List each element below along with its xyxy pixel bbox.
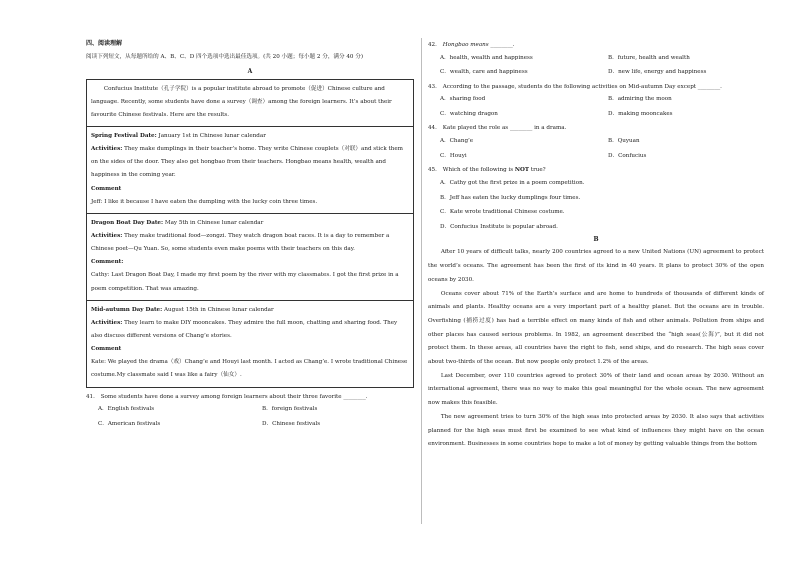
question-text-post: true? — [529, 167, 546, 174]
question-42 — [428, 40, 764, 80]
activities-text: They make dumplings in their teacher’s home. They write Chinese couplets（对联）and stick them on the sides of the door. They also get hongbao from their teachers. Hongbao means health, wealth and happiness in the coming year. — [91, 146, 403, 179]
question-stem — [428, 40, 764, 51]
option-b[interactable]: B．future, health and wealth — [608, 54, 690, 61]
passage-a-intro: Confucius Institute（孔子学院）is a popular institute abroad to promote（促进）Chinese culture and language. Recently, some students have done a survey（调查）among the foreign learners. It’s about their favourite Chinese festivals. Here are the results. — [91, 85, 392, 118]
comment-text: Cathy: Last Dragon Boat Day, I made my first poem by the river with my classmates. I got the first prize in a poem competition. That was amazing. — [91, 272, 399, 292]
option-a[interactable]: A．health, wealth and happiness — [440, 54, 533, 61]
festival-date-value: January 1st in Chinese lunar calendar — [156, 133, 266, 140]
option-c[interactable]: C．watching dragon — [440, 110, 498, 117]
option-d[interactable]: D．Confucius — [608, 152, 647, 159]
passage-b-body — [428, 246, 764, 452]
passage-a-intro-cell — [87, 80, 413, 127]
question-number: 44． — [428, 125, 441, 132]
option-b[interactable]: B．Jeff has eaten the lucky dumplings four times. — [440, 194, 581, 201]
option-b[interactable]: B．Quyuan — [608, 138, 640, 144]
festival-activities — [91, 230, 409, 256]
festival-date-line — [91, 130, 409, 143]
option-d[interactable]: D．Confucius Institute is popular abroad. — [440, 224, 558, 231]
column-divider — [421, 38, 422, 524]
question-44 — [428, 123, 764, 163]
option-d[interactable]: D．making mooncakes — [608, 110, 673, 117]
question-number: 41． — [86, 393, 99, 400]
question-options — [86, 402, 414, 431]
comment-label: Comment — [91, 185, 122, 192]
question-text: Some students have done a survey among foreign learners about their three favorite ________. — [100, 393, 368, 400]
passage-b-letter: B — [593, 235, 599, 243]
question-text: According to the passage, students do the following activities on Mid-autumn Day except ________. — [442, 83, 722, 90]
comment-label: Comment — [91, 346, 122, 353]
option-b[interactable]: B．foreign festivals — [262, 406, 318, 413]
festival-date-line — [91, 217, 409, 230]
activities-text: They make traditional food—zongzi. They watch dragon boat races. It is a day to remember a Chinese poet—Qu Yuan. So, some students even make poems with their teachers on this day. — [91, 233, 390, 253]
question-stem — [428, 82, 764, 93]
festival-date-label: Mid-autumn Day Date: — [91, 306, 163, 313]
festival-date-value: May 5th in Chinese lunar calendar — [163, 219, 264, 226]
festival-date-label: Dragon Boat Day Date: — [91, 219, 164, 226]
option-a[interactable]: A．Chang’e — [440, 138, 474, 144]
festival-cell-spring — [87, 127, 413, 214]
option-a[interactable]: A．English festivals — [98, 406, 155, 413]
question-stem — [428, 165, 764, 176]
comment-text: Jeff: I like it because I have eaten the dumpling with the lucky coin three times. — [91, 198, 318, 205]
option-c[interactable]: C．wealth, care and happiness — [440, 69, 528, 76]
question-number: 42． — [428, 42, 441, 48]
right-column — [428, 40, 764, 452]
option-c[interactable]: C．American festivals — [98, 420, 161, 427]
question-text: Kate played the role as ________ in a drama. — [442, 125, 567, 132]
section-instructions: 阅读下列短文，从每题所给的 A、B、C、D 四个选项中选出最佳选项。(共 20 小题；每小题 2 分，满分 40 分) — [86, 53, 364, 60]
option-c[interactable]: C．Kate wrote traditional Chinese costume. — [440, 209, 565, 216]
option-d[interactable]: D．Chinese festivals — [262, 420, 321, 427]
passage-b-paragraph: The new agreement tries to turn 30% of the high seas into protected areas by 2030. It also says that activities planned for the high seas must first be examined to see what kind of influences they might have on the ocean environment. Businesses in some countries hope to make a lot of money by getting valuable things from the bottom — [428, 413, 764, 448]
activities-label: Activities: — [91, 319, 123, 326]
festival-date-label: Spring Festival Date: — [91, 133, 157, 140]
question-text-emphasis: NOT — [514, 167, 530, 174]
festival-activities — [91, 143, 409, 182]
passage-b-paragraph: Oceans cover about 71% of the Earth’s surface and are home to hundreds of thousands of different kinds of animals and plants. Healthy oceans are a very important part of a healthy planet. But the oceans are in trouble. Overfishing (捕捞过度) has had a terrible effect on many kinds of fish and other animals. Pollution from ships and other places has caused serious problems. In 1982, an agreement described the “high seas(公海)”, but it did not protect them. In these areas, all countries have the right to fish, send ships, and do research. The high seas cover about two-thirds of the ocean. But now people only protect 1.2% of the areas. — [428, 290, 764, 366]
festival-activities — [91, 317, 409, 343]
festival-date-line — [91, 304, 409, 317]
passage-a-table — [86, 79, 414, 388]
activities-label: Activities: — [91, 146, 123, 153]
passage-a-letter: A — [247, 68, 253, 76]
question-number: 45． — [428, 167, 441, 174]
left-column — [86, 40, 414, 433]
option-a[interactable]: A．sharing food — [440, 96, 486, 103]
option-c[interactable]: C．Houyi — [440, 152, 467, 159]
question-options — [428, 51, 764, 80]
question-45 — [428, 165, 764, 235]
festival-cell-dragon-boat — [87, 214, 413, 301]
comment-label: Comment: — [91, 259, 124, 266]
passage-b-paragraph: After 10 years of difficult talks, nearly 200 countries agreed to a new United Nations (UN) agreement to protect the world’s oceans. The agreement has been the first of its kind in 40 years. It plans to protect 30% of the open oceans by 2030. — [428, 249, 764, 283]
passage-b-paragraph: Last December, over 110 countries agreed to protect 30% of their land and ocean areas by 2030. Without an international agreement, there was no way to make this goal meaningful for the whole ocean. The new agreement now makes this feasible. — [428, 372, 764, 407]
option-b[interactable]: B．admiring the moon — [608, 96, 672, 103]
question-stem — [86, 392, 414, 403]
question-text: Hongbao means ________. — [442, 42, 515, 48]
option-a[interactable]: A．Cathy got the first prize in a poem competition. — [440, 179, 585, 186]
activities-text: They learn to make DIY mooncakes. They admire the full moon, chatting and sharing food. They also discuss different versions of Chang’e stories. — [91, 319, 398, 340]
question-options — [428, 92, 764, 121]
question-41 — [86, 392, 414, 432]
question-number: 43． — [428, 83, 441, 90]
question-options — [428, 134, 764, 163]
festival-date-value: August 15th in Chinese lunar calendar — [162, 306, 274, 313]
festival-cell-mid-autumn — [87, 301, 413, 387]
activities-label: Activities: — [91, 233, 123, 240]
option-d[interactable]: D．new life, energy and happiness — [608, 69, 707, 76]
comment-text: Kate: We played the drama（戏）Chang’e and Houyi last month. I acted as Chang’e. I wrote traditional Chinese costume.My classmate said I was like a fairy（仙女）. — [91, 359, 408, 379]
question-stem — [428, 123, 764, 134]
section-heading: 四、阅读理解 — [86, 40, 123, 47]
question-text-pre: Which of the following is — [442, 167, 515, 174]
question-43 — [428, 82, 764, 122]
